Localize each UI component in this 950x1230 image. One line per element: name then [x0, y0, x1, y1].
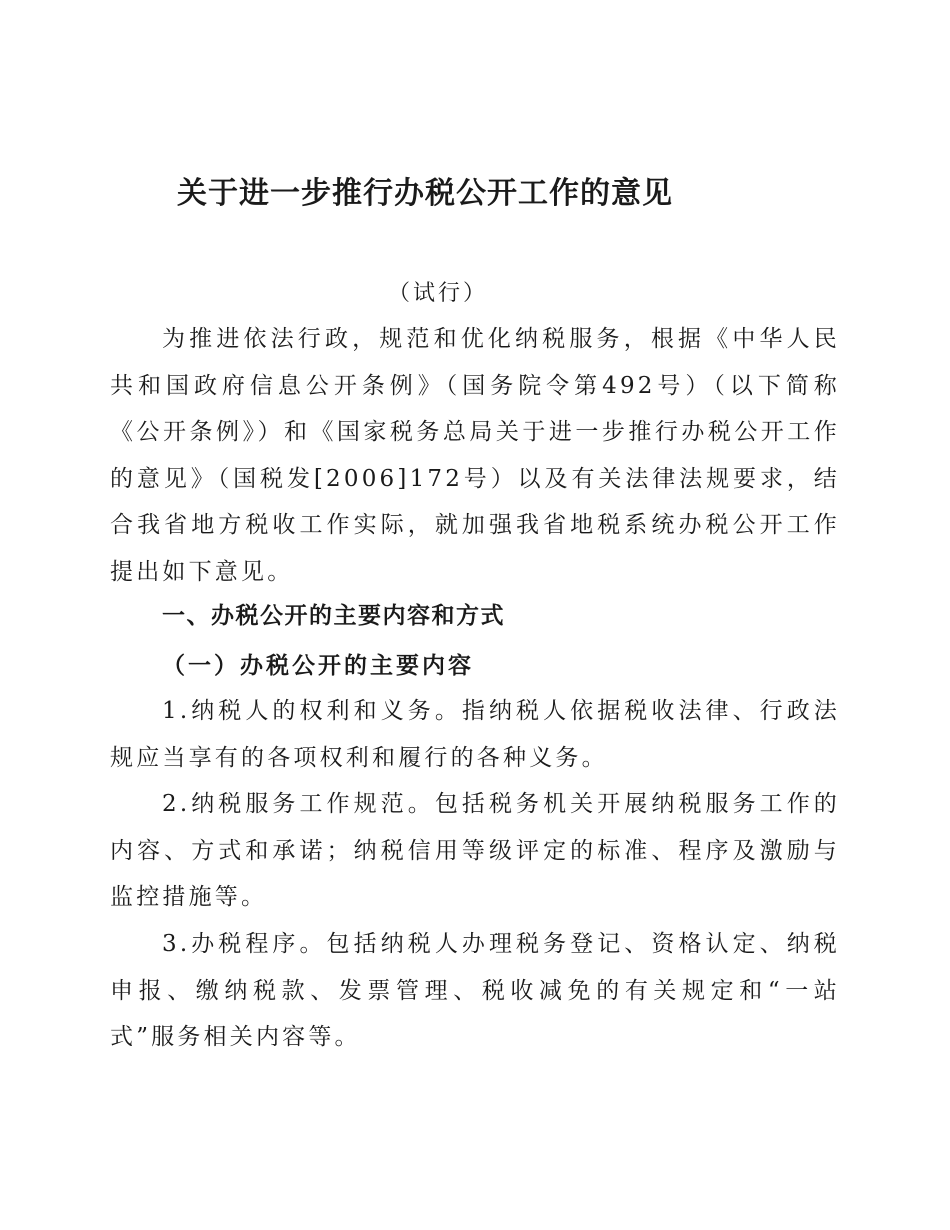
list-item: 3.办税程序。包括纳税人办理税务登记、资格认定、纳税申报、缴纳税款、发票管理、税收减免的有关规定和“一站式”服务相关内容等。: [110, 931, 840, 1050]
section-heading: 一、办税公开的主要内容和方式: [162, 602, 505, 629]
subsection-heading: （一）办税公开的主要内容: [162, 652, 474, 679]
list-item: 2.纳税服务工作规范。包括税务机关开展纳税服务工作的内容、方式和承诺；纳税信用等级评定的标准、程序及激励与监控措施等。: [110, 791, 840, 910]
intro-paragraph: 为推进依法行政，规范和优化纳税服务，根据《中华人民共和国政府信息公开条例》（国务院令第492号）（以下简称《公开条例》）和《国家税务总局关于进一步推行办税公开工作的意见》（国税发[2006]172号）以及有关法律法规要求，结合我省地方税收工作实际，就加强我省地税系统办税公开工作提出如下意见。: [110, 326, 840, 585]
list-item: 1.纳税人的权利和义务。指纳税人依据税收法律、行政法规应当享有的各项权利和履行的各种义务。: [110, 698, 840, 771]
document-title: 关于进一步推行办税公开工作的意见: [177, 176, 673, 211]
document-subtitle: （试行）: [388, 281, 489, 306]
